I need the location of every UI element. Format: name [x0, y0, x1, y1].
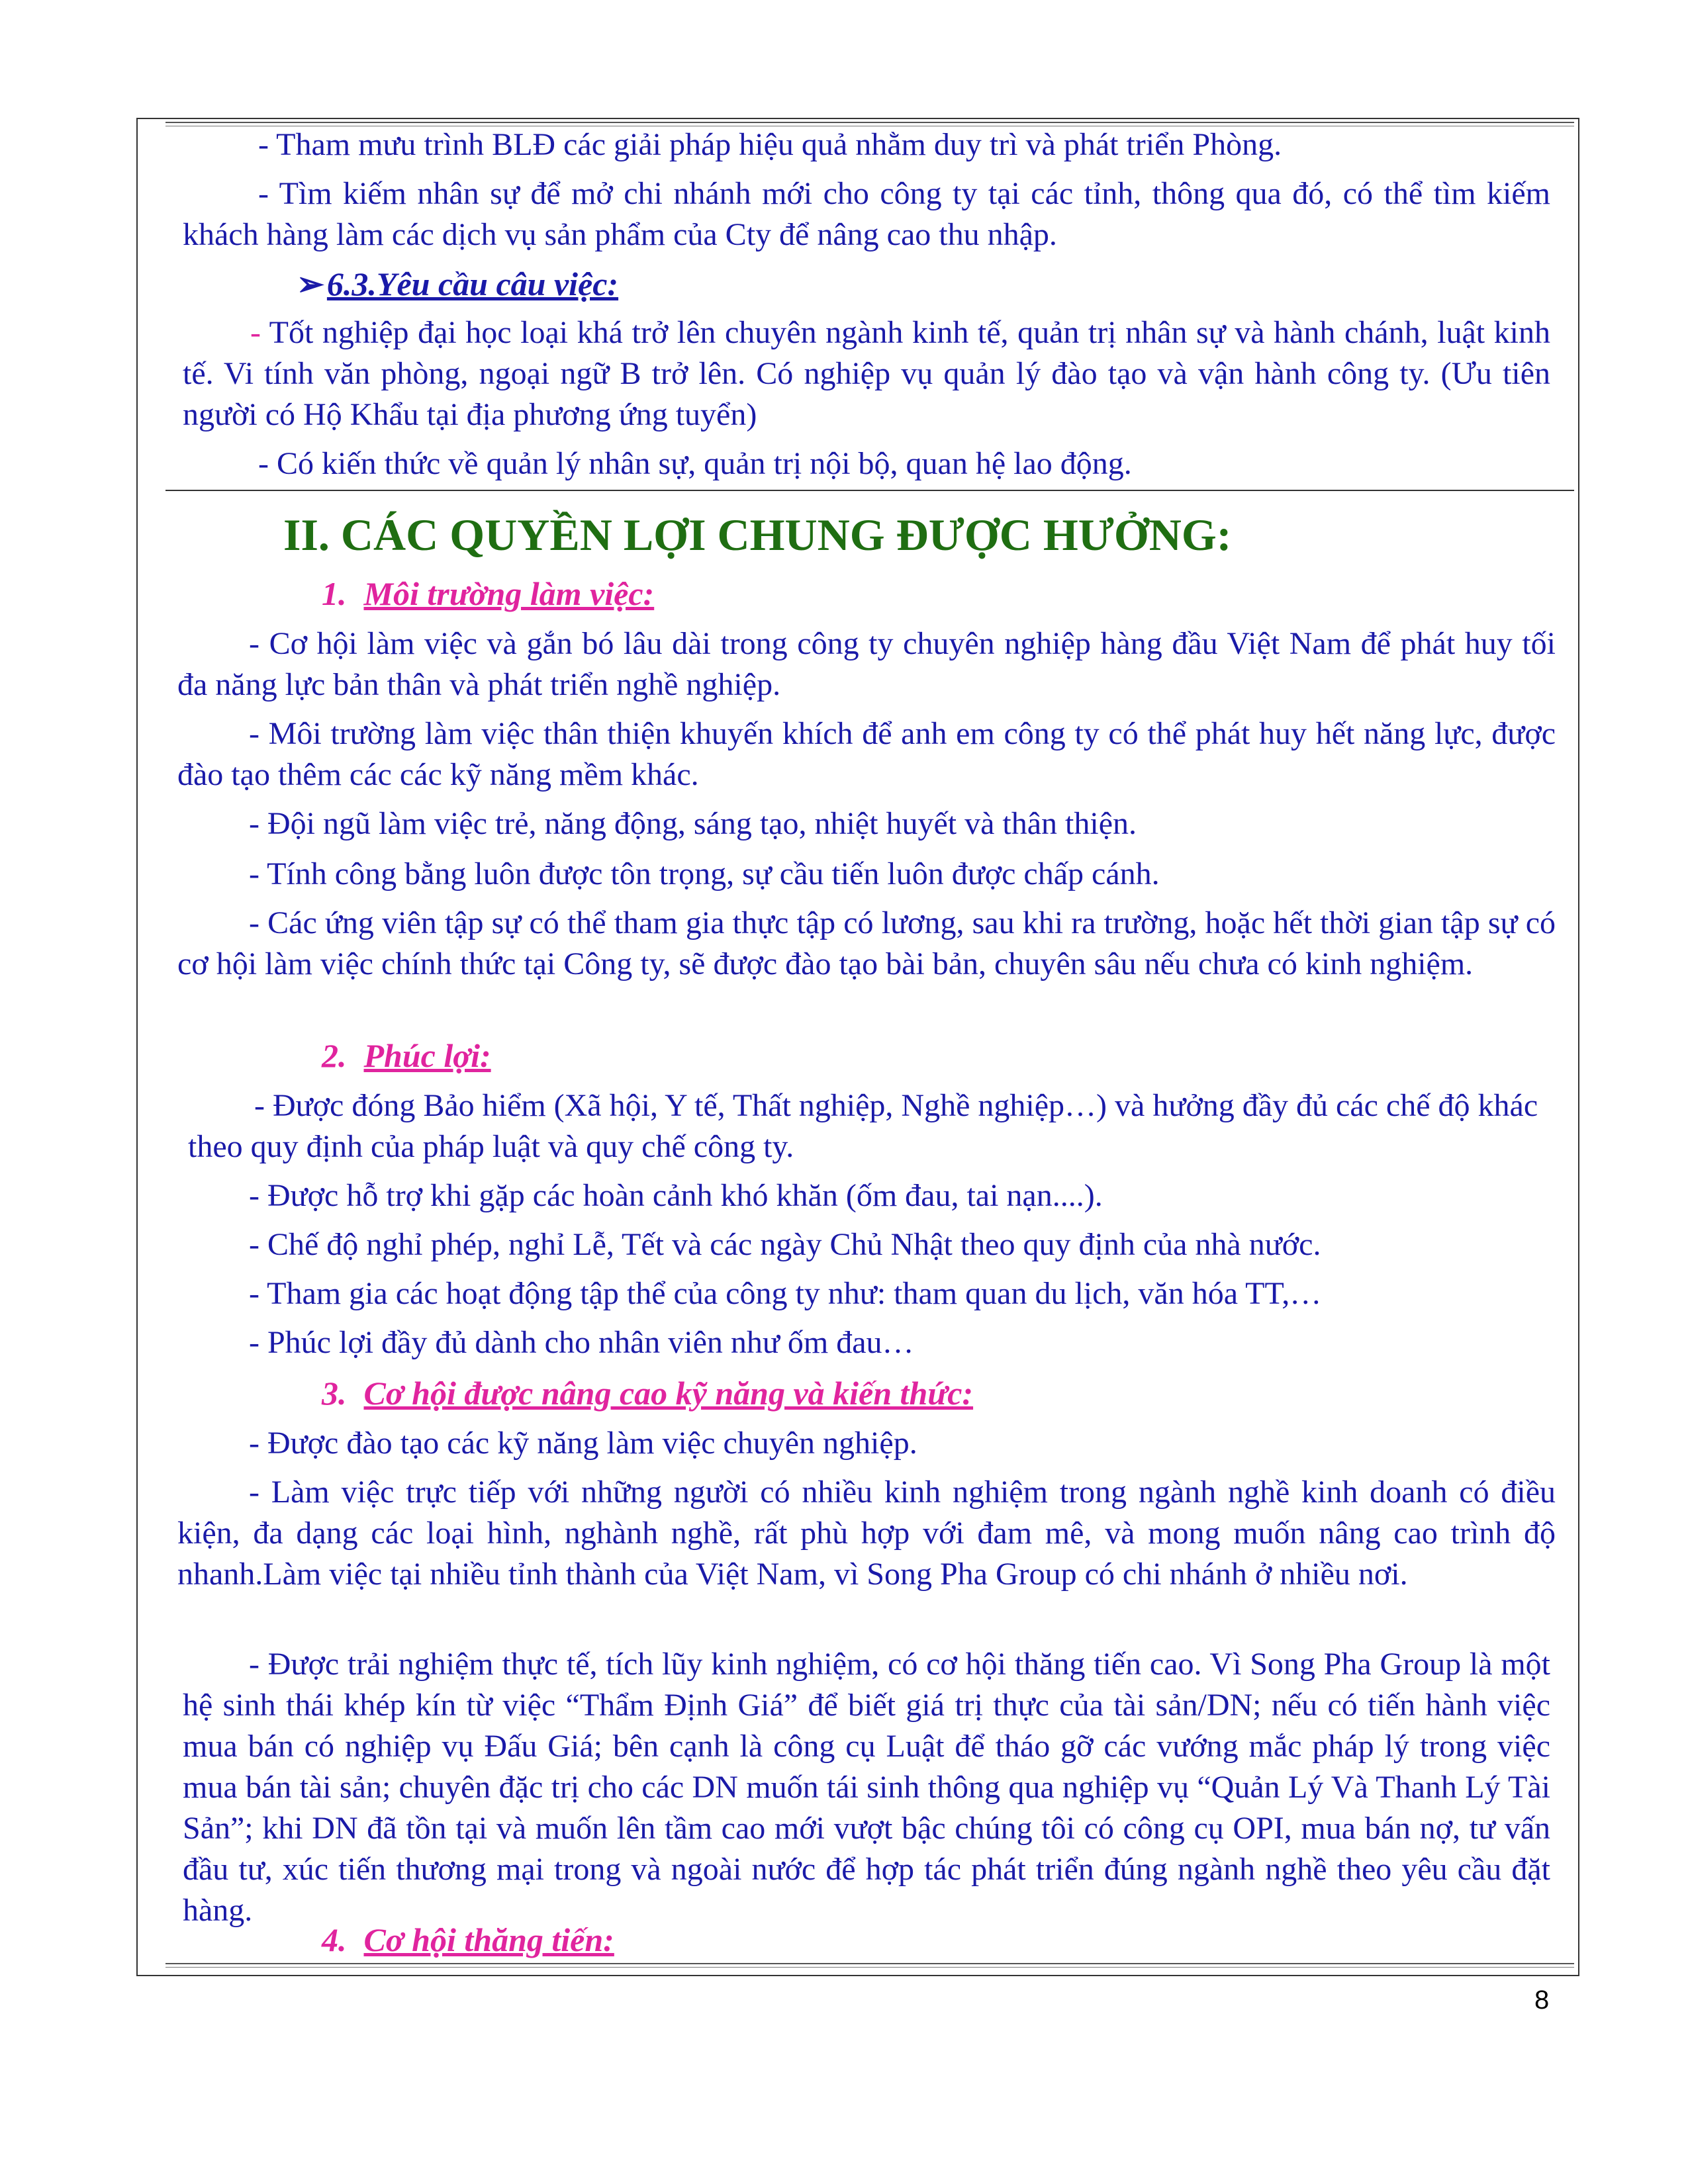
- section-2-title: II. CÁC QUYỀN LỢI CHUNG ĐƯỢC HƯỞNG:: [283, 510, 1232, 560]
- benefit-paragraph-3: - Chế độ nghỉ phép, nghỉ Lễ, Tết và các ngày Chủ Nhật theo quy định của nhà nước.: [249, 1227, 1321, 1262]
- top-rule: [165, 122, 1574, 123]
- arrow-bullet-icon: ➢: [297, 265, 324, 302]
- benefit-paragraph-4: - Tham gia các hoạt động tập thể của công ty như: tham quan du lịch, văn hóa TT,…: [249, 1276, 1322, 1311]
- subheading-promotion: 4. Cơ hội thăng tiến:: [322, 1921, 614, 1958]
- skill-paragraph-2: - Làm việc trực tiếp với những người có nhiều kinh nghiệm trong ngành nghề kinh doanh có điều kiện, đa dạng các loại hình, nghành nghề, rất phù hợp với đam mê, và mong muốn nâng cao trình độ nhanh.Làm việc tại nhiều tỉnh thành của Việt Nam, vì Song Pha Group có chi nhánh ở nhiều nơi.: [177, 1475, 1556, 1592]
- heading-6-3: ➢6.3.Yêu cầu câu việc:: [297, 263, 618, 304]
- pink-dash: -: [250, 315, 261, 350]
- requirement-paragraph-1: - Tốt nghiệp đại học loại khá trở lên chuyên ngành kinh tế, quản trị nhân sự và hành chánh, luật kinh tế. Vi tính văn phòng, ngoại ngữ B trở lên. Có nghiệp vụ quản lý đào tạo và vận hành công ty. (Ưu tiên người có Hộ Khẩu tại địa phương ứng tuyển): [183, 315, 1550, 432]
- page-number: 8: [1534, 1985, 1550, 2015]
- benefit-paragraph-5: - Phúc lợi đầy đủ dành cho nhân viên như ốm đau…: [249, 1325, 914, 1360]
- bottom-rule: [165, 1963, 1574, 1964]
- subheading-benefits: 2. Phúc lợi:: [322, 1037, 491, 1074]
- benefit-paragraph-1: - Được đóng Bảo hiểm (Xã hội, Y tế, Thất nghiệp, Nghề nghiệp…) và hưởng đầy đủ các chế độ khác theo quy định của pháp luật và quy chế công ty.: [188, 1088, 1538, 1164]
- duty-paragraph-2: - Tìm kiếm nhân sự để mở chi nhánh mới cho công ty tại các tỉnh, thông qua đó, có thể tìm kiếm khách hàng làm các dịch vụ sản phẩm của Cty để nâng cao thu nhập.: [183, 176, 1550, 252]
- subheading-skill-development: 3. Cơ hội được nâng cao kỹ năng và kiến thức:: [322, 1375, 974, 1412]
- skill-paragraph-3: - Được trải nghiệm thực tế, tích lũy kinh nghiệm, có cơ hội thăng tiến cao. Vì Song Pha Group là một hệ sinh thái khép kín từ việc “Thẩm Định Giá” để biết giá trị thực của tài sản/DN; nếu có tiến hành việc mua bán có nghiệp vụ Đấu Giá; bên cạnh là công cụ Luật để tháo gỡ các vướng mắc pháp lý trong việc mua bán tài sản; chuyên đặc trị cho các DN muốn tái sinh thông qua nghiệp vụ “Quản Lý Và Thanh Lý Tài Sản”; khi DN đã tồn tại và muốn lên tầm cao mới vượt bậc chúng tôi có công cụ OPI, mua bán nợ, tư vấn đầu tư, xúc tiến thương mại trong và ngoài nước để hợp tác phát triển đúng ngành nghề theo yêu cầu đặt hàng.: [183, 1647, 1550, 1928]
- requirement-paragraph-2: - Có kiến thức về quản lý nhân sự, quản trị nội bộ, quan hệ lao động.: [258, 446, 1132, 481]
- benefit-paragraph-2: - Được hỗ trợ khi gặp các hoàn cảnh khó khăn (ốm đau, tai nạn....).: [249, 1178, 1103, 1213]
- duty-paragraph-1: - Tham mưu trình BLĐ các giải pháp hiệu quả nhằm duy trì và phát triển Phòng.: [258, 127, 1282, 162]
- skill-paragraph-1: - Được đào tạo các kỹ năng làm việc chuyên nghiệp.: [249, 1426, 917, 1461]
- env-paragraph-5: - Các ứng viên tập sự có thể tham gia thực tập có lương, sau khi ra trường, hoặc hết thời gian tập sự có cơ hội làm việc chính thức tại Công ty, sẽ được đào tạo bài bản, chuyên sâu nếu chưa có kinh nghiệm.: [177, 905, 1556, 981]
- section-divider: [165, 490, 1574, 491]
- env-paragraph-3: - Đội ngũ làm việc trẻ, năng động, sáng tạo, nhiệt huyết và thân thiện.: [249, 806, 1137, 841]
- env-paragraph-1: - Cơ hội làm việc và gắn bó lâu dài trong công ty chuyên nghiệp hàng đầu Việt Nam để phát huy tối đa năng lực bản thân và phát triển nghề nghiệp.: [177, 626, 1556, 702]
- env-paragraph-2: - Môi trường làm việc thân thiện khuyến khích để anh em công ty có thể phát huy hết năng lực, được đào tạo thêm các các kỹ năng mềm khác.: [177, 716, 1556, 792]
- subheading-work-environment: 1. Môi trường làm việc:: [322, 575, 655, 612]
- env-paragraph-4: - Tính công bằng luôn được tôn trọng, sự cầu tiến luôn được chấp cánh.: [249, 856, 1160, 891]
